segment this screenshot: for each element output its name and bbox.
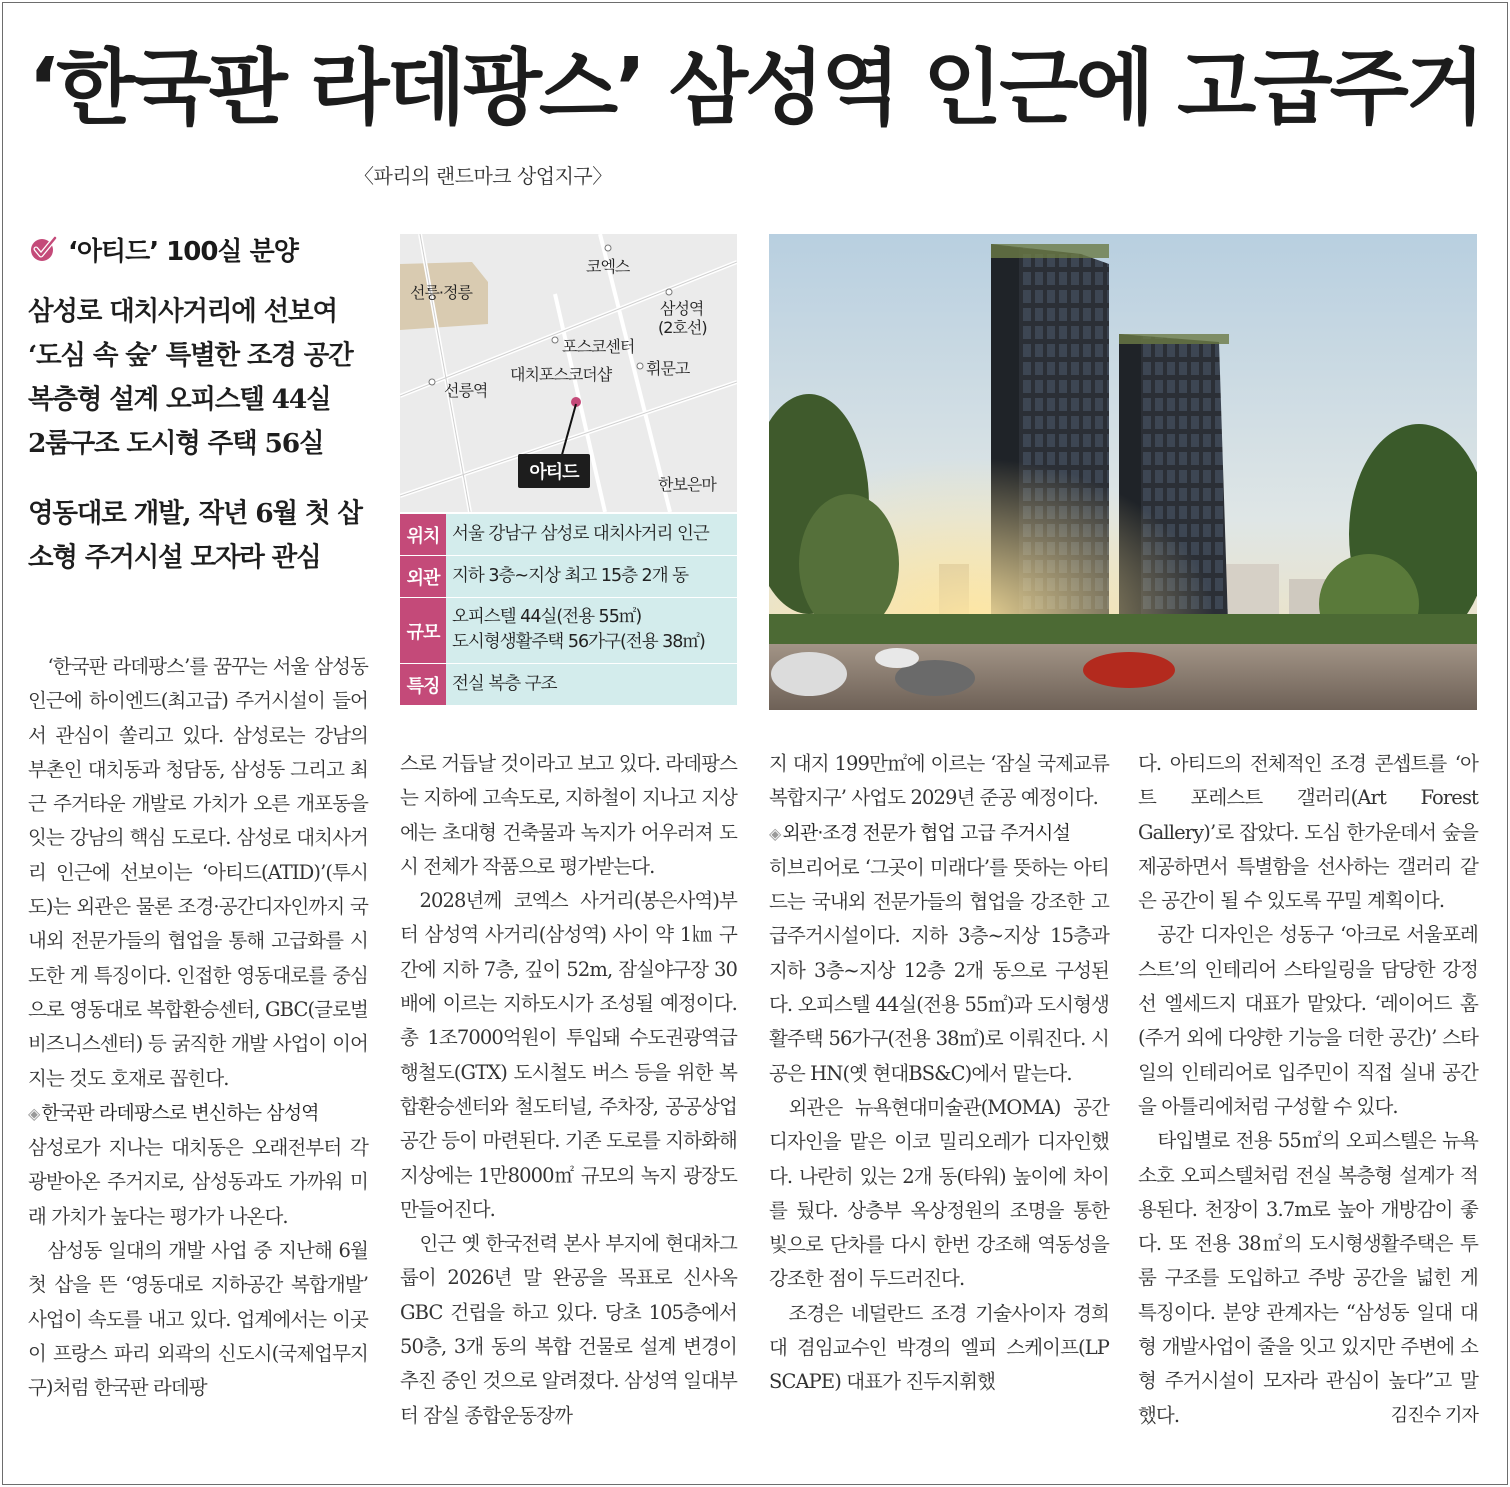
info-label: 외관 bbox=[400, 556, 446, 597]
info-row-location bbox=[400, 513, 737, 555]
paragraph: 인근 옛 한국전력 본사 부지에 현대차그룹이 2026년 말 완공을 목표로 신사옥 GBC 건립을 하고 있다. 당초 105층에서 50층, 3개 동의 복합 건물로 설계 변경이 추진 중인 것으로 알려졌다. 삼성역 일대부터 잠실 종합운동장까 bbox=[400, 1232, 737, 1427]
article-column-3 bbox=[769, 747, 1109, 1400]
paragraph: 스로 거듭날 것이라고 보고 있다. 라데팡스는 지하에 고속도로, 지하철이 지나고 지상에는 초대형 건축물과 녹지가 어우러져 도시 전체가 작품으로 평가받는다. bbox=[400, 752, 737, 878]
map-label-seolleung-station: 선릉역 bbox=[444, 381, 488, 400]
rendering-graphic bbox=[769, 234, 1477, 710]
paragraph: 삼성동 일대의 개발 사업 중 지난해 6월 첫 삽을 뜬 ‘영동대로 지하공간 복합개발’ 사업이 속도를 내고 있다. 업계에서는 이곳이 프랑스 파리 외곽의 신도시(국제업무지구)처럼 한국판 라데팡 bbox=[28, 1239, 368, 1400]
deck-line: 복층형 설계 오피스텔 44실 bbox=[28, 384, 331, 415]
deck-line: ‘도심 속 숲’ 특별한 조경 공간 bbox=[28, 340, 353, 371]
info-value bbox=[446, 598, 737, 663]
diamond-bullet-icon: ◈ bbox=[28, 1103, 40, 1123]
byline: 김진수 기자 bbox=[1390, 1404, 1478, 1426]
deck-line: 영동대로 개발, 작년 6월 첫 삽 bbox=[28, 498, 362, 529]
info-label: 규모 bbox=[400, 598, 446, 663]
paragraph: 삼성로가 지나는 대치동은 오래전부터 각광받아온 주거지로, 삼성동과도 가까워 미래 가치가 높다는 평가가 나온다. bbox=[28, 1136, 368, 1228]
info-label: 특징 bbox=[400, 664, 446, 705]
building-rendering-image bbox=[769, 234, 1477, 710]
section-subhead bbox=[28, 1096, 368, 1131]
paragraph: 조경은 네덜란드 조경 기술사이자 경희대 겸임교수인 박경의 엘피 스케이프(LP SCAPE) 대표가 진두지휘했 bbox=[769, 1301, 1109, 1394]
paragraph: 다. 아티드의 전체적인 조경 콘셉트를 ‘아트 포레스트 갤러리(Art Forest Gallery)’로 잡았다. 도심 한가운데서 숲을 제공하면서 특별함을 선사하는 갤러리 같은 공간이 될 수 있도록 꾸밀 계획이다. bbox=[1138, 752, 1478, 913]
paragraph: 2028년께 코엑스 사거리(봉은사역)부터 삼성역 사거리(삼성역) 사이 약 1㎞ 구간에 지하 7층, 깊이 52m, 잠실야구장 30배에 이르는 지하도시가 조성될 예정이다. 총 1조7000억원이 투입돼 수도권광역급행철도(GTX) 도시철도 버스 등을 위한 복합환승센터와 철도터널, 주차장, 공공상업공간 등이 마련된다. 기존 도로를 지하화해 지상에는 1만8000㎡ 규모의 녹지 광장도 만들어진다. bbox=[400, 889, 737, 1221]
article-column-4 bbox=[1138, 747, 1478, 1433]
paragraph: 공간 디자인은 성동구 ‘아크로 서울포레스트’의 인테리어 스타일링을 담당한 강정선 엘세드지 대표가 맡았다. ‘레이어드 홈(주거 외에 다양한 기능을 더한 공간)’ 스타일의 인테리어로 입주민이 직접 실내 공간을 아틀리에처럼 구성할 수 있다. bbox=[1138, 923, 1478, 1118]
map-label-hwimun: 휘문고 bbox=[646, 359, 690, 378]
info-value-line: 오피스텔 44실(전용 55㎡) bbox=[452, 607, 642, 627]
sub-title bbox=[28, 232, 298, 266]
map-label-daechi-posco: 대치포스코더샵 bbox=[510, 365, 612, 384]
check-circle-icon bbox=[28, 234, 58, 264]
section-subhead bbox=[769, 816, 1109, 851]
info-value-line: 도시형생활주택 56가구(전용 38㎡) bbox=[452, 632, 705, 652]
map-label-samseong-station: 삼성역 bbox=[660, 299, 704, 318]
section-subhead-text: 한국판 라데팡스로 변신하는 삼성역 bbox=[41, 1101, 319, 1124]
map-label-coex: 코엑스 bbox=[586, 257, 630, 276]
map-label-seolleung-park: 선릉·정릉 bbox=[410, 283, 472, 302]
sub-title-text: ‘아티드’ 100실 분양 bbox=[68, 236, 298, 267]
paragraph: 타입별로 전용 55㎡의 오피스텔은 뉴욕 소호 오피스텔처럼 전실 복층형 설계가 적용된다. 천장이 3.7m로 높아 개방감이 좋다. 또 전용 38㎡의 도시형생활주택은 투룸 구조를 도입하고 주방 공간을 넓힌 게 특징이다. 분양 관계자는 “삼성동 일대 대형 개발사업이 줄을 잇고 있지만 주변에 소형 주거시설이 모자라 관심이 높다”고 말했다. bbox=[1138, 1129, 1478, 1427]
info-label: 위치 bbox=[400, 514, 446, 555]
deck-line: 2룸구조 도시형 주택 56실 bbox=[28, 428, 324, 459]
info-value: 지하 3층~지상 최고 15층 2개 동 bbox=[446, 556, 737, 597]
info-row-exterior bbox=[400, 555, 737, 597]
info-table bbox=[400, 513, 737, 705]
section-subhead-text: 외관·조경 전문가 협업 고급 주거시설 bbox=[782, 821, 1070, 844]
info-row-scale bbox=[400, 597, 737, 663]
map-label-hanbo: 한보은마 bbox=[658, 475, 716, 494]
info-value: 전실 복층 구조 bbox=[446, 664, 737, 705]
paragraph: ‘한국판 라데팡스’를 꿈꾸는 서울 삼성동 인근에 하이엔드(최고급) 주거시설이 들어서 관심이 쏠리고 있다. 삼성로는 강남의 부촌인 대치동과 청담동, 삼성동 그리고 최근 주거타운 개발로 가치가 오른 개포동을 잇는 강남의 핵심 도로다. 삼성로 대치사거리 인근에 선보이는 ‘아티드(ATID)’(투시도)는 외관은 물론 조경·공간디자인까지 국내외 전문가들의 협업을 통해 고급화를 시도한 게 특징이다. 인접한 영동대로를 중심으로 영동대로 복합환승센터, GBC(글로벌비즈니스센터) 등 굵직한 개발 사업이 이어지는 것도 호재로 꼽힌다. bbox=[28, 655, 368, 1090]
photo-caption: 〈파리의 랜드마크 상업지구〉 bbox=[354, 164, 612, 188]
diamond-bullet-icon: ◈ bbox=[769, 823, 781, 843]
deck-line: 삼성로 대치사거리에 선보여 bbox=[28, 296, 337, 327]
paragraph: 히브리어로 ‘그곳이 미래다’를 뜻하는 아티드는 국내외 전문가들의 협업을 강조한 고급주거시설이다. 지하 3층~지상 15층과 지하 3층~지상 12층 2개 동으로 구성된다. 오피스텔 44실(전용 55㎡)과 도시형생활주택 56가구(전용 38㎡)로 이뤄진다. 시공은 HN(옛 현대BS&C)에서 맡는다. bbox=[769, 855, 1109, 1085]
info-row-feature bbox=[400, 663, 737, 705]
article-column-2 bbox=[400, 747, 737, 1433]
deck-line: 소형 주거시설 모자라 관심 bbox=[28, 542, 321, 573]
article-column-1 bbox=[28, 650, 368, 1406]
info-value: 서울 강남구 삼성로 대치사거리 인근 bbox=[446, 514, 737, 555]
paragraph: 지 대지 199만㎡에 이르는 ‘잠실 국제교류복합지구’ 사업도 2029년 준공 예정이다. bbox=[769, 752, 1109, 810]
map-label-posco-center: 포스코센터 bbox=[562, 337, 635, 356]
map-label-atid: 아티드 bbox=[529, 462, 579, 483]
location-map bbox=[400, 234, 737, 512]
map-graphic bbox=[400, 234, 737, 512]
paragraph: 외관은 뉴욕현대미술관(MOMA) 공간 디자인을 맡은 이코 밀리오레가 디자인했다. 나란히 있는 2개 동(타워) 높이에 차이를 뒀다. 상층부 옥상정원의 조명을 통한 빛으로 단차를 다시 한번 강조해 역동성을 강조한 점이 두드러진다. bbox=[769, 1095, 1109, 1291]
map-label-line2: (2호선) bbox=[658, 318, 707, 337]
headline: ‘한국판 라데팡스’ 삼성역 인근에 고급주거 bbox=[27, 41, 1483, 136]
